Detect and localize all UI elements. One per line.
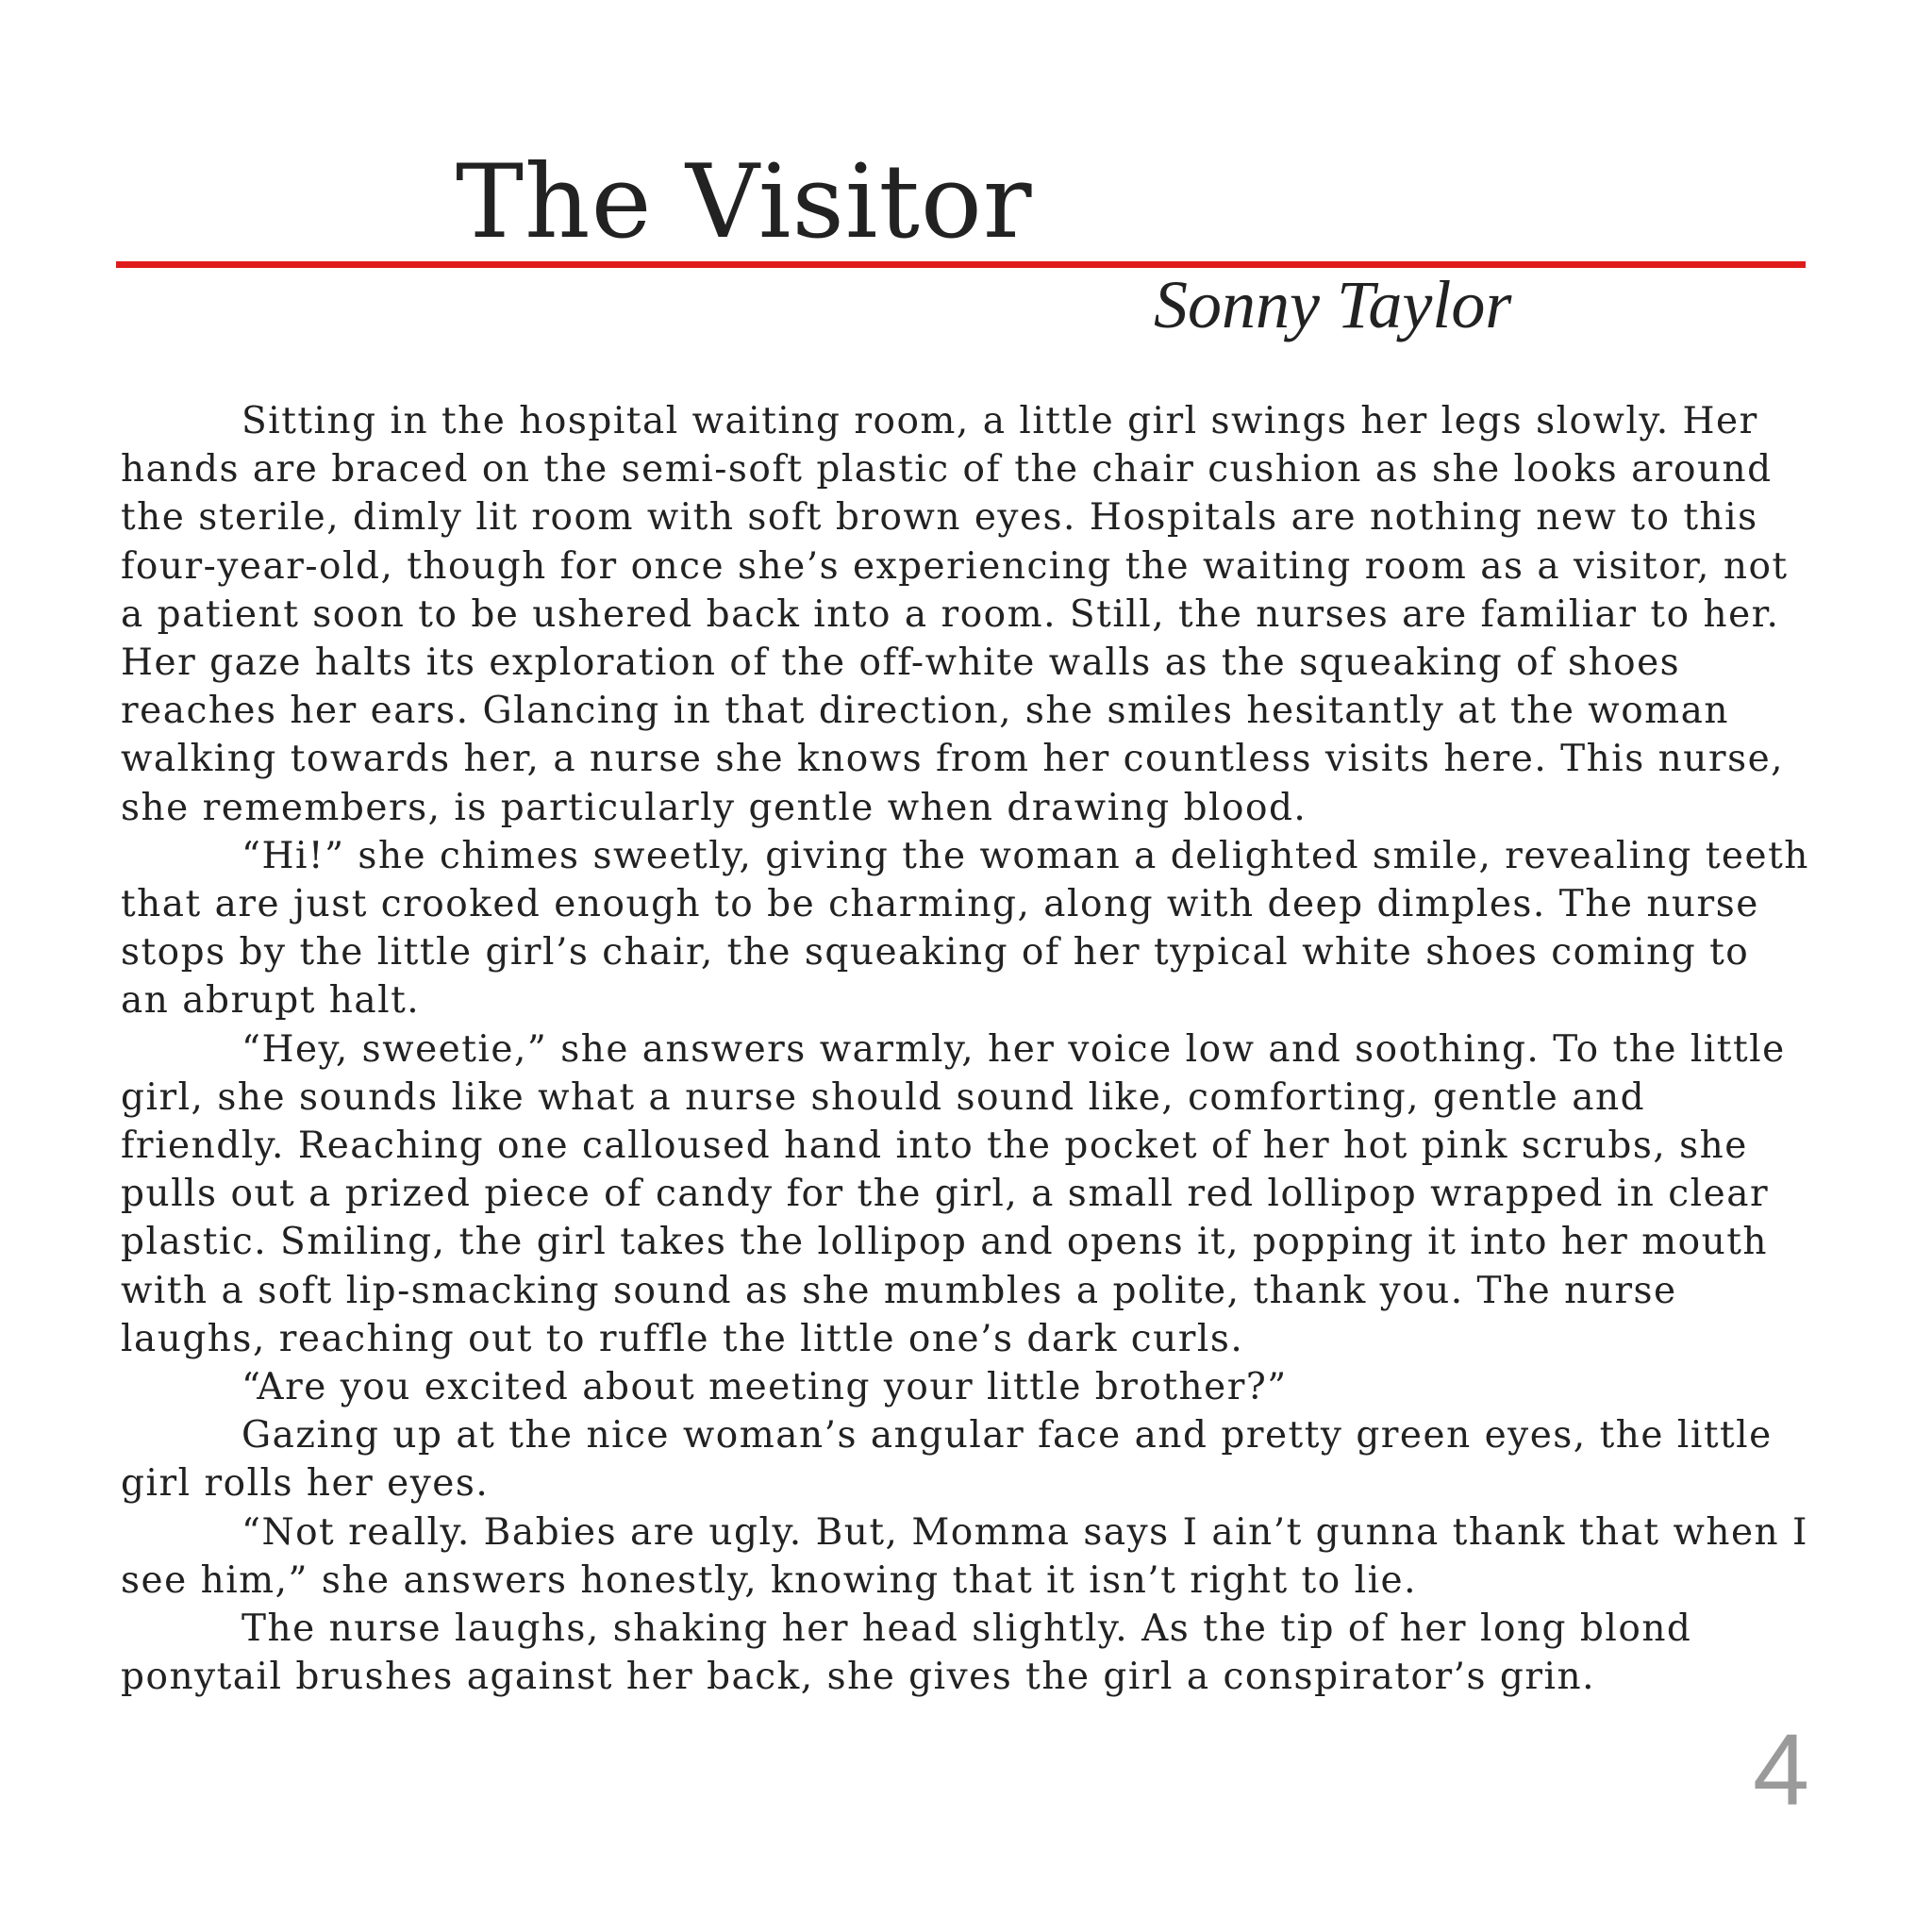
page-number: 4 (1753, 1712, 1810, 1826)
story-paragraph: The nurse laughs, shaking her head slightly. As the tip of her long blond ponytail brushes against her back, she gives the girl a conspirator’s grin. (121, 1607, 1692, 1699)
story-body (121, 397, 1809, 1701)
author-byline: Sonny Taylor (1154, 267, 1512, 342)
story-paragraph: “Hey, sweetie,” she answers warmly, her voice low and soothing. To the little girl, she sounds like what a nurse should sound like, comforting, gentle and friendly. Reaching one calloused hand into the pocket of her hot pink scrubs, she pulls out a prized piece of candy for the girl, a small red lollipop wrapped in clear plastic. Smiling, the girl takes the lollipop and opens it, popping it into her mouth with a soft lip-smacking sound as she mumbles a polite, thank you. The nurse laughs, reaching out to ruffle the little one’s dark curls. (121, 1027, 1786, 1360)
title-divider (116, 261, 1806, 268)
story-paragraph: “Not really. Babies are ugly. But, Momma says I ain’t gunna thank that when I see him,” she answers honestly, knowing that it isn’t right to lie. (121, 1510, 1808, 1602)
story-paragraph: Sitting in the hospital waiting room, a little girl swings her legs slowly. Her hands are braced on the semi-soft plastic of the chair cushion as she looks around the sterile, dimly lit room with soft brown eyes. Hospitals are nothing new to this four-year-old, though for once she’s experiencing the waiting room as a visitor, not a patient soon to be ushered back into a room. Still, the nurses are familiar to her. Her gaze halts its exploration of the off-white walls as the squeaking of shoes reaches her ears. Glancing in that direction, she smiles hesitantly at the woman walking towards her, a nurse she knows from her countless visits here. This nurse, she remembers, is particularly gentle when drawing blood. (121, 400, 1789, 829)
story-paragraph: “Are you excited about meeting your little brother?” (242, 1366, 1288, 1409)
story-paragraph: “Hi!” she chimes sweetly, giving the woman a delighted smile, revealing teeth that are just crooked enough to be charming, along with deep dimples. The nurse stops by the little girl’s chair, the squeaking of her typical white shoes coming to an abrupt halt. (121, 834, 1809, 1023)
story-title: The Visitor (456, 143, 1033, 261)
story-paragraph: Gazing up at the nice woman’s angular face and pretty green eyes, the little girl rolls her eyes. (121, 1414, 1773, 1506)
